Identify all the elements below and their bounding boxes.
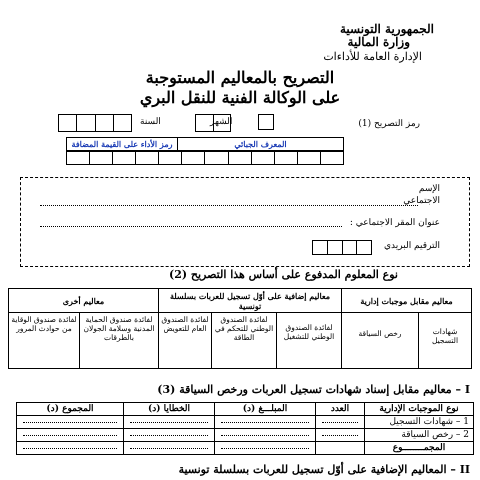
other-fees-header: معاليم أخرى <box>9 289 159 313</box>
fee-type-table <box>8 288 472 369</box>
social-label: الاجتماعي <box>403 196 440 206</box>
fee-option-label: لفائدة الصندوق الوطني للتحكم في الطاقة <box>214 315 274 342</box>
postal-code-label: الترقيم البريدي <box>384 241 440 251</box>
total-amount-cell[interactable] <box>215 442 316 455</box>
fee-option-label: لفائدة صندوق الحماية المدنية وسلامة الجولان بالطرقات <box>83 315 155 342</box>
fee-option-label: لفائدة صندوق الوقاية من حوادث المرور <box>11 315 77 333</box>
admin-fees-header: معاليم مقابل موجبات إدارية <box>342 289 472 313</box>
fee-option-label: لفائدة الصندوق العام للتعويض <box>161 315 209 333</box>
col-count: العدد <box>316 403 365 416</box>
total-cell[interactable] <box>17 416 124 429</box>
section2-number: II – <box>450 463 470 476</box>
section2-title: المعاليم الإضافية على أوّل تسجيل للعربات بسلسلة تونسية <box>178 463 447 476</box>
row-licence-label: 2 – رخص السياقة <box>365 429 474 442</box>
year-label: السنة <box>140 117 161 127</box>
fee-option-label: لفائدة الصندوق الوطني للتشغيل <box>283 323 335 341</box>
vat-code-header: رمز الأداء على القيمة المضافة <box>67 138 178 151</box>
fiscal-id-input[interactable] <box>66 150 344 165</box>
col-amount: المبلـــغ (د) <box>215 403 316 416</box>
month-input[interactable] <box>195 114 231 132</box>
row-registration-label: 1 – شهادات التسجيل <box>365 416 474 429</box>
year-input[interactable] <box>58 114 132 132</box>
total-penalties-cell[interactable] <box>124 442 215 455</box>
col-admin-type: نوع الموجبات الإدارية <box>365 403 474 416</box>
fee-option-label: شهادات التسجيل <box>431 327 459 345</box>
postal-code-input[interactable] <box>312 240 372 255</box>
section1-title: معاليم مقابل إسناد شهادات تسجيل العربات ورخص السياقة (3) <box>157 383 452 396</box>
fee-type-title: نوع المعلوم المدفوع على أساس هذا التصريح (2) <box>168 268 398 281</box>
grand-total-cell[interactable] <box>17 442 124 455</box>
form-title-line2: على الوكالة الفنية للنقل البري <box>139 88 341 107</box>
fee-cell-compensation-fund[interactable] <box>159 313 212 369</box>
name-label: الإسم <box>418 184 440 194</box>
declaration-code-box[interactable] <box>258 114 274 130</box>
fee-cell-employment-fund[interactable] <box>277 313 342 369</box>
section1-table <box>16 402 474 455</box>
section1-heading <box>157 383 470 396</box>
declaration-code-label: رمز التصريح (1) <box>358 119 420 129</box>
total-row-label: المجمــــــــوع <box>365 442 474 455</box>
month-label: الشهر <box>210 117 233 127</box>
address-label: عنوان المقر الاجتماعي : <box>349 218 440 228</box>
count-cell[interactable] <box>316 429 365 442</box>
republic-label: الجمهورية التونسية <box>339 22 434 36</box>
additional-fees-header: معاليم إضافية على أوّل تسجيل للعربات بسلسلة تونسية <box>159 289 342 313</box>
name-field[interactable] <box>40 205 418 206</box>
section2-heading <box>179 463 470 476</box>
ministry-label: وزارة المالية <box>347 35 410 49</box>
section1-number: I – <box>455 383 470 396</box>
fee-cell-civil-protection-fund[interactable] <box>80 313 159 369</box>
fee-cell-registration[interactable] <box>419 313 472 369</box>
fee-cell-energy-fund[interactable] <box>212 313 277 369</box>
fee-option-label: رخص السياقة <box>358 329 402 338</box>
penalties-cell[interactable] <box>124 429 215 442</box>
form-title-line1: التصريح بالمعاليم المستوجبة <box>145 68 335 87</box>
amount-cell[interactable] <box>215 416 316 429</box>
fiscal-id-header: المعرف الجبائي <box>234 139 287 149</box>
address-field[interactable] <box>40 226 342 227</box>
total-cell[interactable] <box>17 429 124 442</box>
fee-cell-licence[interactable] <box>342 313 419 369</box>
col-total: المجموع (د) <box>17 403 124 416</box>
penalties-cell[interactable] <box>124 416 215 429</box>
col-penalties: الخطايا (د) <box>124 403 215 416</box>
count-cell[interactable] <box>316 416 365 429</box>
directorate-label: الإدارة العامة للأداءات <box>323 50 422 63</box>
amount-cell[interactable] <box>215 429 316 442</box>
total-count-cell <box>316 442 365 455</box>
fee-cell-accident-fund[interactable] <box>9 313 80 369</box>
